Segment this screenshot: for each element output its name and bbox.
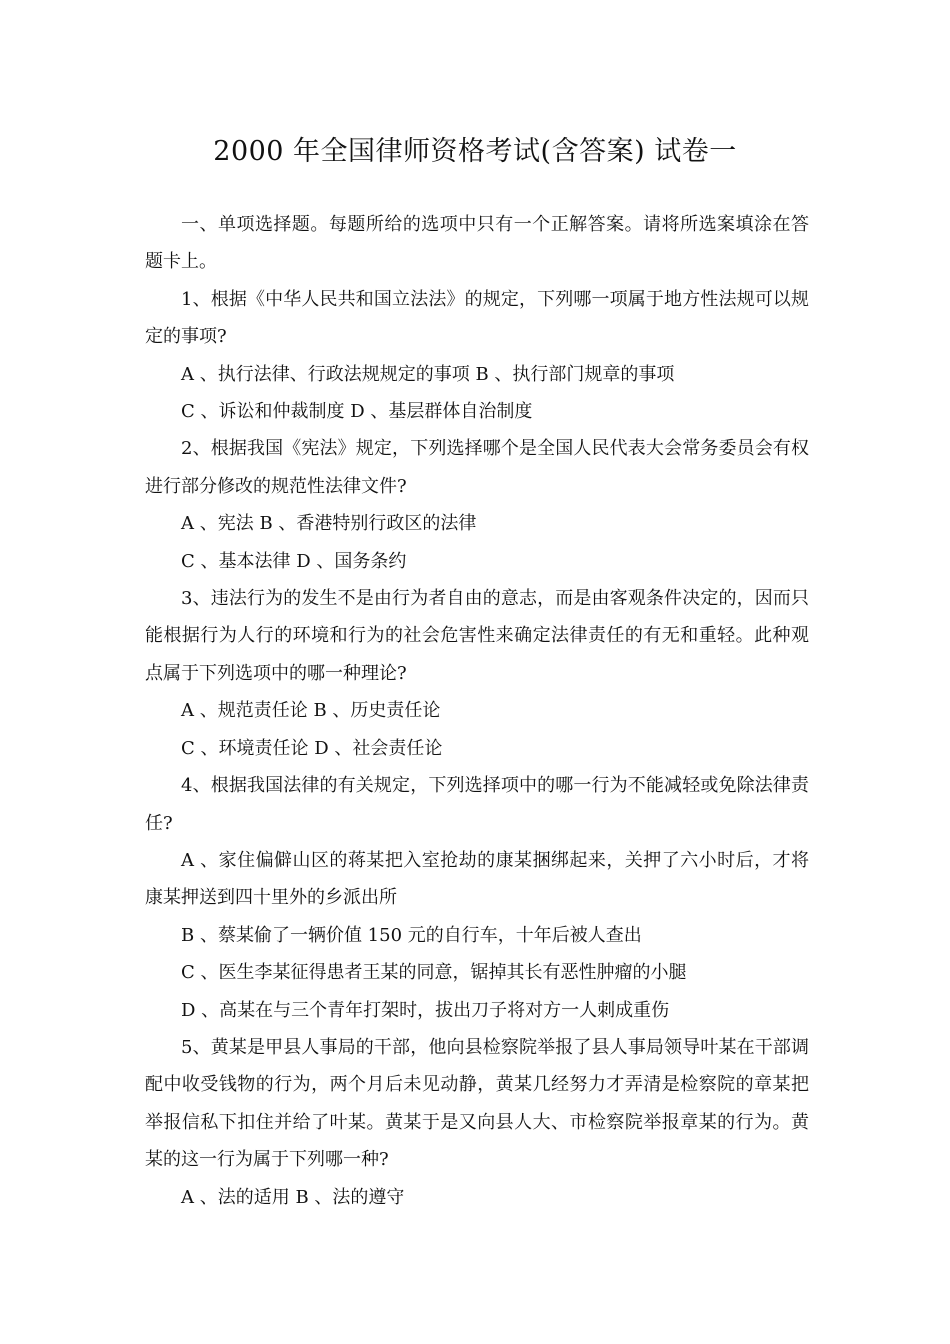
question-4: 4、根据我国法律的有关规定，下列选择项中的哪一行为不能减轻或免除法律责任? bbox=[145, 775, 809, 834]
question-2-options-cd: C 、基本法律 D 、国务条约 bbox=[181, 550, 407, 572]
question-4-option-d: D 、高某在与三个青年打架时，拔出刀子将对方一人刺成重伤 bbox=[181, 999, 670, 1021]
question-2-options-ab: A 、宪法 B 、香港特别行政区的法律 bbox=[181, 513, 477, 535]
question-1-options-cd: C 、诉讼和仲裁制度 D 、基层群体自治制度 bbox=[181, 401, 533, 423]
question-4-option-c: C 、医生李某征得患者王某的同意，锯掉其长有恶性肿瘤的小腿 bbox=[181, 962, 687, 984]
question-5-options-ab: A 、法的适用 B 、法的遵守 bbox=[181, 1186, 405, 1208]
question-4-option-b: B 、蔡某偷了一辆价值 150 元的自行车，十年后被人查出 bbox=[181, 924, 642, 946]
question-3: 3、违法行为的发生不是由行为者自由的意志，而是由客观条件决定的，因而只能根据行为人行的环境和行为的社会危害性来确定法律责任的有无和重轻。此种观点属于下列选项中的哪一种理论? bbox=[145, 588, 809, 684]
question-1-options-ab: A 、执行法律、行政法规规定的事项 B 、执行部门规章的事项 bbox=[181, 363, 675, 385]
question-3-options-cd: C 、环境责任论 D 、社会责任论 bbox=[181, 737, 443, 759]
question-4-option-a: A 、家住偏僻山区的蒋某把入室抢劫的康某捆绑起来，关押了六小时后，才将康某押送到四十里外的乡派出所 bbox=[145, 849, 809, 909]
section-heading: 一、单项选择题。每题所给的选项中只有一个正解答案。请将所选案填涂在答题卡上。 bbox=[145, 214, 809, 273]
question-3-options-ab: A 、规范责任论 B 、历史责任论 bbox=[181, 700, 441, 722]
document-title: 2000 年全国律师资格考试(含答案) 试卷一 bbox=[213, 136, 737, 167]
question-5: 5、黄某是甲县人事局的干部，他向县检察院举报了县人事局领导叶某在干部调配中收受钱物的行为，两个月后未见动静，黄某几经努力才弄清是检察院的章某把举报信私下扣住并给了叶某。黄某于是又向县人大、市检察院举报章某的行为。黄某的这一行为属于下列哪一种? bbox=[145, 1036, 809, 1171]
document-body bbox=[145, 206, 809, 1216]
question-2: 2、根据我国《宪法》规定，下列选择哪个是全国人民代表大会常务委员会有权进行部分修改的规范性法律文件? bbox=[145, 438, 809, 497]
question-1: 1、根据《中华人民共和国立法法》的规定，下列哪一项属于地方性法规可以规定的事项? bbox=[145, 288, 809, 348]
